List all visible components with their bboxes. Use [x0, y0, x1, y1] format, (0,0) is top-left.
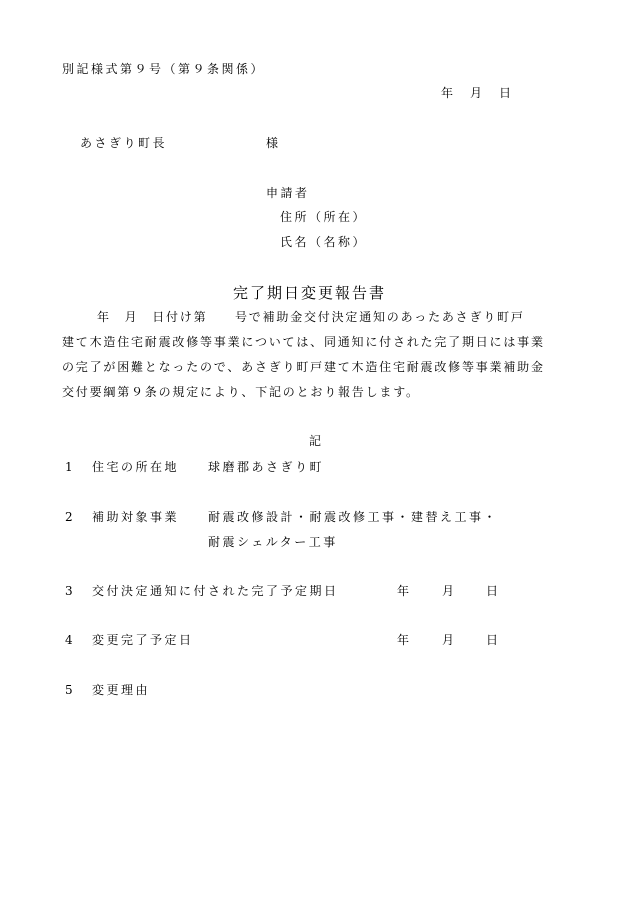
applicant-address-label: 住所（所在）	[280, 210, 368, 224]
applicant-name-label: 氏名（名称）	[280, 235, 368, 249]
item-value: 球磨郡あさぎり町	[208, 460, 325, 474]
applicant-heading: 申請者	[266, 186, 310, 200]
form-number: 別記様式第９号（第９条関係）	[62, 62, 266, 76]
item-year: 年	[397, 584, 412, 598]
item-label: 変更完了予定日	[92, 633, 194, 647]
item-year: 年	[397, 633, 412, 647]
item-month: 月	[442, 633, 457, 647]
submission-date: 年 月 日	[441, 86, 514, 100]
body-line: 交付要綱第９条の規定により、下記のとおり報告します。	[62, 385, 420, 399]
document-title: 完了期日変更報告書	[233, 284, 387, 302]
body-line: 年 月 日付け第 号で補助金交付決定通知のあったあさぎり町戸	[97, 310, 525, 324]
item-label: 変更理由	[92, 683, 151, 697]
item-number: 5	[65, 683, 76, 697]
addressee-honorific: 様	[266, 136, 281, 150]
body-line: 建て木造住宅耐震改修等事業については、同通知に付された完了期日には事業	[62, 335, 545, 349]
addressee-name: あさぎり町長	[80, 136, 168, 150]
item-label: 住宅の所在地	[92, 460, 180, 474]
item-number: 4	[65, 633, 76, 647]
ki-heading: 記	[309, 434, 324, 448]
item-label: 補助対象事業	[92, 510, 180, 524]
item-number: 1	[65, 460, 76, 474]
item-value-continued: 耐震シェルター工事	[208, 535, 338, 549]
item-month: 月	[442, 584, 457, 598]
item-day: 日	[486, 584, 501, 598]
item-day: 日	[486, 633, 501, 647]
item-label: 交付決定通知に付された完了予定期日	[92, 584, 339, 598]
item-number: 3	[65, 584, 76, 598]
body-line: の完了が困難となったので、あさぎり町戸建て木造住宅耐震改修等事業補助金	[62, 360, 545, 374]
item-value: 耐震改修設計・耐震改修工事・建替え工事・	[208, 510, 499, 524]
item-number: 2	[65, 510, 76, 524]
